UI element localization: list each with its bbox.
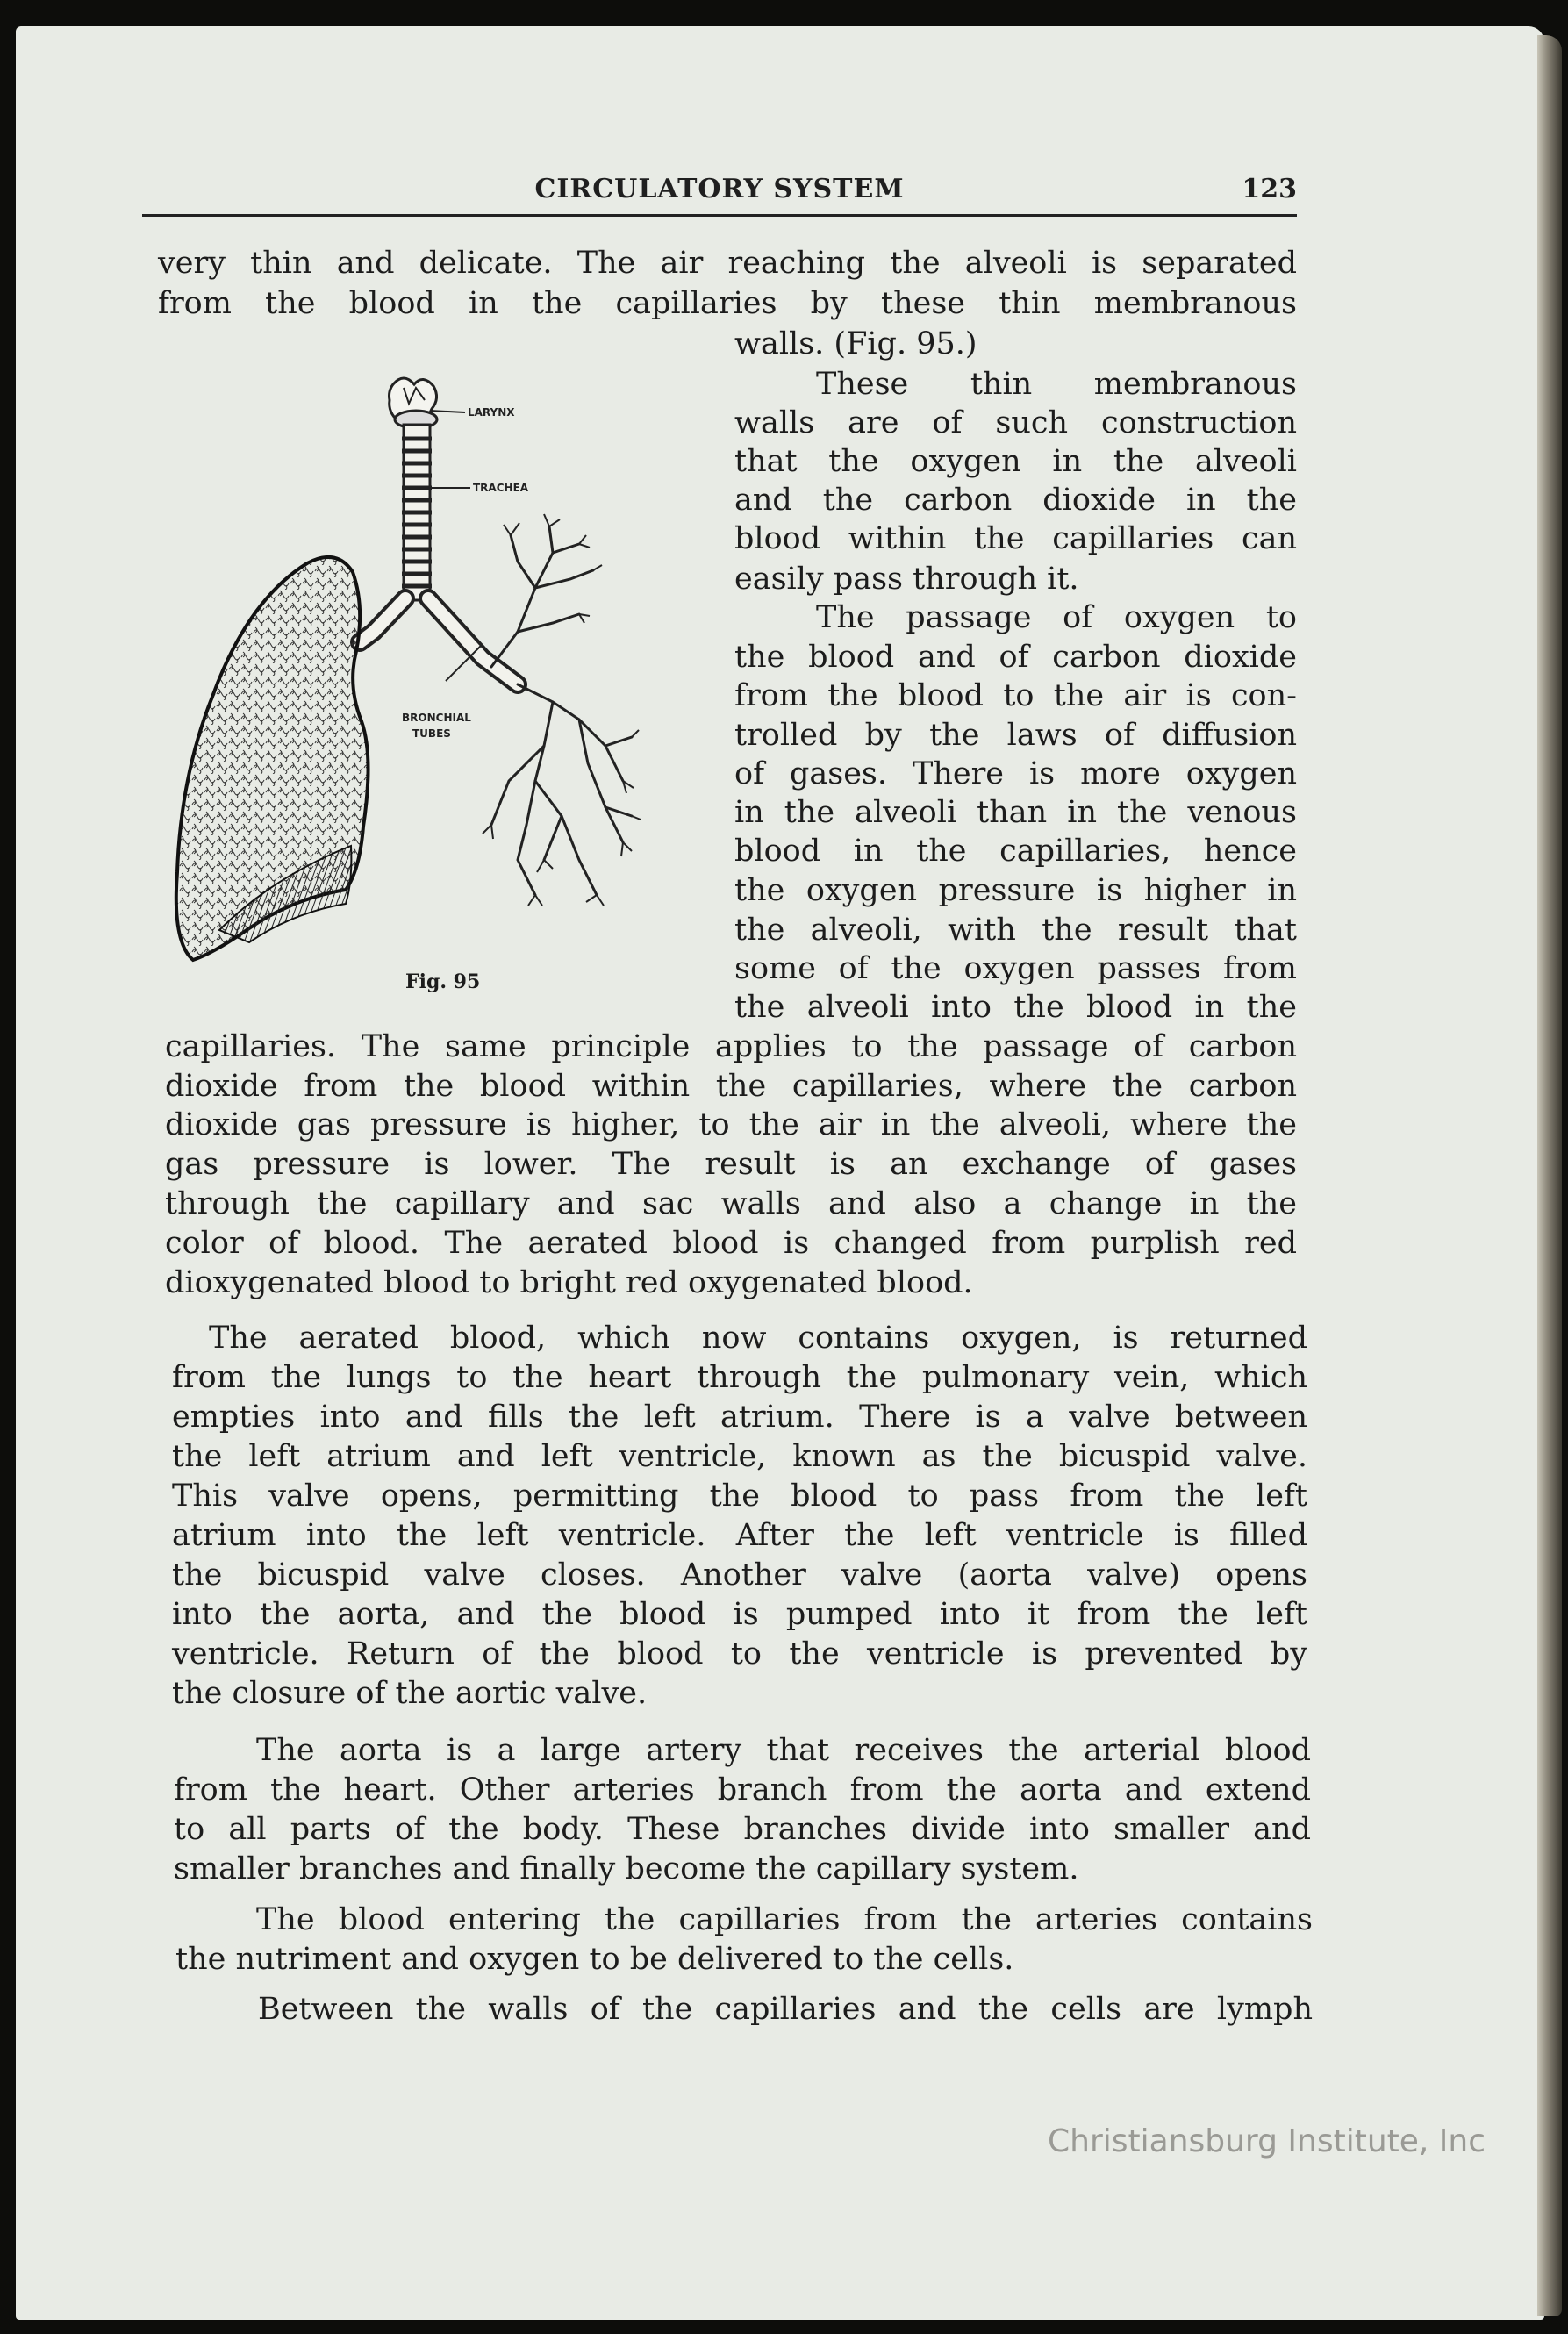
text-line: ventricle. Return of the blood to the ventricle is prevented by	[172, 1636, 1307, 1672]
text-line: from the blood to the air is con-	[734, 678, 1297, 713]
text-line: atrium into the left ventricle. After the left ventricle is filled	[172, 1518, 1307, 1553]
text-line: easily pass through it.	[734, 562, 1079, 597]
text-line: to all parts of the body. These branches divide into smaller and	[174, 1812, 1311, 1847]
text-line: from the blood in the capillaries by these thin membranous	[158, 286, 1297, 321]
running-header	[142, 168, 1297, 217]
text-line: gas pressure is lower. The result is an exchange of gases	[165, 1147, 1297, 1182]
text-line: from the heart. Other arteries branch from the aorta and extend	[174, 1772, 1311, 1808]
text-line: capillaries. The same principle applies to the passage of carbon	[165, 1029, 1297, 1064]
text-line: the oxygen pressure is higher in	[734, 873, 1297, 908]
text-line: from the lungs to the heart through the pulmonary vein, which	[172, 1360, 1307, 1395]
figure-caption: Fig. 95	[405, 970, 481, 993]
watermark: Christiansburg Institute, Inc	[1048, 2123, 1486, 2159]
text-line: the closure of the aortic valve.	[172, 1676, 648, 1711]
text-line: the blood and of carbon dioxide	[734, 640, 1297, 675]
lungs-figure	[167, 369, 693, 1009]
lungs-illustration	[167, 369, 693, 983]
label-tubes: TUBES	[412, 727, 451, 740]
text-line: dioxide gas pressure is higher, to the air in the alveoli, where the	[165, 1107, 1297, 1142]
text-line: the bicuspid valve closes. Another valve (aorta valve) opens	[172, 1557, 1307, 1593]
label-bronchial: BRONCHIAL	[402, 712, 471, 724]
text-line: dioxygenated blood to bright red oxygenated blood.	[165, 1265, 973, 1300]
text-line: The blood entering the capillaries from the arteries contains	[256, 1902, 1313, 1937]
text-line: smaller branches and finally become the capillary system.	[174, 1851, 1079, 1887]
text-line: The passage of oxygen to	[816, 600, 1297, 635]
text-line: the alveoli, with the result that	[734, 913, 1297, 948]
text-line: walls. (Fig. 95.)	[734, 326, 977, 362]
text-line: Between the walls of the capillaries and the cells are lymph	[258, 1992, 1313, 2027]
text-line: The aorta is a large artery that receives the arterial blood	[256, 1733, 1311, 1768]
text-line: empties into and fills the left atrium. There is a valve between	[172, 1400, 1307, 1435]
text-line: color of blood. The aerated blood is changed from purplish red	[165, 1226, 1297, 1261]
text-line: very thin and delicate. The air reaching the alveoli is separated	[158, 246, 1297, 281]
text-line: blood in the capillaries, hence	[734, 834, 1297, 869]
page-stack-edge	[1537, 35, 1562, 2316]
text-line: the alveoli into the blood in the	[734, 990, 1297, 1025]
text-line: trolled by the laws of diffusion	[734, 718, 1297, 753]
text-line: This valve opens, permitting the blood to pass from the left	[172, 1478, 1307, 1514]
label-larynx: LARYNX	[468, 406, 515, 419]
text-line: and the carbon dioxide in the	[734, 483, 1297, 518]
text-line: the nutriment and oxygen to be delivered to the cells.	[175, 1942, 1014, 1977]
text-line: blood within the capillaries can	[734, 521, 1297, 556]
text-line: the left atrium and left ventricle, known as the bicuspid valve.	[172, 1439, 1307, 1474]
text-line: in the alveoli than in the venous	[734, 795, 1297, 830]
label-trachea: TRACHEA	[473, 482, 529, 494]
page-number: 123	[1242, 174, 1297, 204]
text-line: into the aorta, and the blood is pumped into it from the left	[172, 1597, 1307, 1632]
text-line: These thin membranous	[816, 367, 1297, 402]
header-title: CIRCULATORY SYSTEM	[534, 174, 905, 204]
text-line: The aerated blood, which now contains oxygen, is returned	[209, 1321, 1307, 1356]
text-line: through the capillary and sac walls and also a change in the	[165, 1186, 1297, 1221]
text-line: of gases. There is more oxygen	[734, 756, 1297, 791]
text-line: dioxide from the blood within the capillaries, where the carbon	[165, 1069, 1297, 1104]
text-line: some of the oxygen passes from	[734, 951, 1297, 986]
text-line: walls are of such construction	[734, 405, 1297, 440]
text-line: that the oxygen in the alveoli	[734, 444, 1297, 479]
